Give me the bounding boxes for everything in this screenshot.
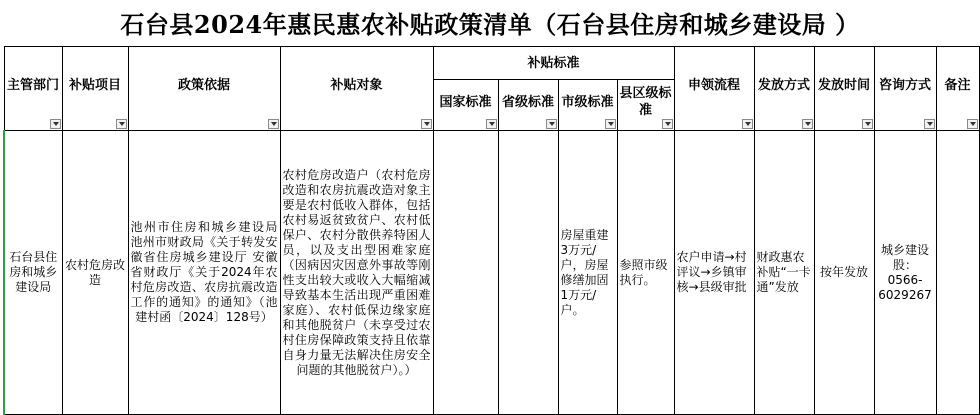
cell-contact[interactable]: 城乡建设股：0566-6029267 bbox=[874, 131, 936, 415]
header-remark: 备注 bbox=[936, 47, 979, 131]
cell-dept[interactable]: 石台县住房和城乡建设局 bbox=[4, 131, 62, 415]
table-row bbox=[4, 131, 979, 415]
header-process: 申领流程 bbox=[674, 47, 754, 131]
filter-dropdown-icon[interactable] bbox=[605, 119, 616, 129]
header-row-1 bbox=[4, 47, 979, 80]
header-item: 补贴项目 bbox=[62, 47, 128, 131]
filter-dropdown-icon[interactable] bbox=[742, 119, 753, 129]
header-standard-group: 补贴标准 bbox=[433, 47, 674, 80]
cell-municipal[interactable]: 房屋重建3万元/户，房屋修缮加固1万元/户。 bbox=[558, 131, 617, 415]
cell-provincial[interactable] bbox=[498, 131, 558, 415]
header-basis: 政策依据 bbox=[128, 47, 280, 131]
filter-dropdown-icon[interactable] bbox=[662, 119, 673, 129]
filter-dropdown-icon[interactable] bbox=[924, 119, 935, 129]
cell-payment-time[interactable]: 按年发放 bbox=[814, 131, 874, 415]
cell-item[interactable]: 农村危房改造 bbox=[62, 131, 128, 415]
filter-dropdown-icon[interactable] bbox=[802, 119, 813, 129]
cell-basis[interactable]: 池州市住房和城乡建设局 池州市财政局《关于转发安徽省住房城乡建设厅 安徽省财政厅《关于2024年农村危房改造、农房抗震改造工作的通知》的通知》（池建村函〔2024〕128号） bbox=[128, 131, 280, 415]
policy-table bbox=[3, 46, 980, 415]
filter-dropdown-icon[interactable] bbox=[862, 119, 873, 129]
cell-remark[interactable] bbox=[936, 131, 979, 415]
header-dept: 主管部门 bbox=[4, 47, 62, 131]
cell-national[interactable] bbox=[433, 131, 498, 415]
filter-dropdown-icon[interactable] bbox=[486, 119, 497, 129]
filter-dropdown-icon[interactable] bbox=[116, 119, 127, 129]
header-county: 县区级标准 bbox=[617, 80, 674, 131]
header-payment-time: 发放时间 bbox=[814, 47, 874, 131]
header-payment-method: 发放方式 bbox=[754, 47, 814, 131]
cell-process[interactable]: 农户申请→村评议→乡镇审核→县级审批 bbox=[674, 131, 754, 415]
cell-payment-method[interactable]: 财政惠农补贴“一卡通”发放 bbox=[754, 131, 814, 415]
header-target: 补贴对象 bbox=[280, 47, 433, 131]
cell-county[interactable]: 参照市级执行。 bbox=[617, 131, 674, 415]
filter-dropdown-icon[interactable] bbox=[268, 119, 279, 129]
sheet-title: 石台县2024年惠民惠农补贴政策清单（石台县住房和城乡建设局 ） bbox=[120, 9, 860, 39]
header-national: 国家标准 bbox=[433, 80, 498, 131]
filter-dropdown-icon[interactable] bbox=[546, 119, 557, 129]
header-municipal: 市级标准 bbox=[558, 80, 617, 131]
filter-dropdown-icon[interactable] bbox=[421, 119, 432, 129]
filter-dropdown-icon[interactable] bbox=[50, 119, 61, 129]
filter-dropdown-icon[interactable] bbox=[967, 119, 978, 129]
cell-target[interactable]: 农村危房改造户（农村危房改造和农房抗震改造对象主要是农村低收入群体，包括农村易返贫致贫户、农村低保户、农村分散供养特困人员，以及支出型困难家庭（因病因灾因意外事故等刚性支出较大或收入大幅缩减导致基本生活出现严重困难家庭）、农村低保边缘家庭和其他脱贫户（未享受过农村住房保障政策支持且依靠自身力量无法解决住房安全问题的其他脱贫户）。） bbox=[280, 131, 433, 415]
header-provincial: 省级标准 bbox=[498, 80, 558, 131]
header-contact: 咨询方式 bbox=[874, 47, 936, 131]
